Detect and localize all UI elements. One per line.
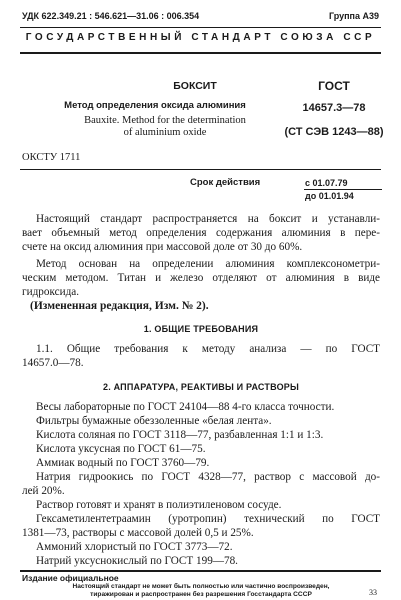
intro-p1-line-2: вает объемный метод определения содержания алюминия в пере- — [22, 227, 380, 239]
official-edition-label: Издание официальное — [22, 573, 119, 583]
section-2-line-5: Аммиак водный по ГОСТ 3760—79. — [36, 457, 210, 469]
section-2-line-4: Кислота уксусная по ГОСТ 61—75. — [36, 443, 206, 455]
english-title-line-2: of aluminium oxide — [123, 127, 207, 138]
validity-from: с 01.07.79 — [305, 178, 348, 188]
section-2-line-11: Аммоний хлористый по ГОСТ 3773—72. — [36, 541, 233, 553]
section-2-line-12: Натрий уксуснокислый по ГОСТ 199—78. — [36, 555, 238, 567]
edition-note: (Измененная редакция, Изм. № 2). — [30, 300, 209, 312]
english-title-line-1: Bauxite. Method for the determination — [84, 115, 246, 126]
gost-label: ГОСТ — [318, 79, 350, 93]
validity-divider — [304, 189, 382, 190]
section-1-line-2: 14657.0—78. — [22, 357, 84, 369]
section-2-line-9: Гексаметилентетраамин (уротропин) технический по ГОСТ — [36, 513, 380, 525]
section-2-line-6: Натрия гидроокись по ГОСТ 4328—77, раствор с массовой до- — [36, 471, 380, 483]
top-rule — [20, 27, 381, 28]
section-2-line-2: Фильтры бумажные обеззоленные «белая лента». — [36, 415, 272, 427]
st-sev-number: (СТ СЭВ 1243—88) — [284, 126, 384, 138]
intro-p2-line-1: Метод основан на определении алюминия комплексонометри- — [36, 258, 380, 270]
intro-p2-line-2: ческим методом. Титан и железо отделяют от алюминия в виде — [22, 272, 380, 284]
validity-to: до 01.01.94 — [305, 191, 354, 201]
title-rule — [20, 169, 381, 170]
intro-p2-line-3: гидроксида. — [22, 286, 80, 298]
okstu-code: ОКСТУ 1711 — [22, 152, 81, 163]
footer-rule — [20, 570, 381, 572]
page-number: 33 — [369, 588, 377, 597]
copyright-notice-line-1: Настоящий стандарт не может быть полностью или частично воспроизведен, — [72, 583, 330, 590]
section-2-line-1: Весы лабораторные по ГОСТ 24104—88 4-го класса точности. — [36, 401, 335, 413]
intro-p1-line-1: Настоящий стандарт распространяется на боксит и устанавли- — [36, 213, 380, 225]
udk-code: УДК 622.349.21 : 546.621—31.06 : 006.354 — [22, 11, 200, 21]
gost-number: 14657.3—78 — [302, 102, 366, 114]
copyright-notice-line-2: тиражирован и распространен без разрешения Госстандарта СССР — [90, 591, 312, 598]
section-2-line-7: лей 20%. — [22, 485, 65, 497]
document-subtitle: Метод определения оксида алюминия — [64, 100, 246, 111]
section-2-line-10: 1381—73, растворы с массовой долей 0,5 и 25%. — [22, 527, 254, 539]
document-title: БОКСИТ — [173, 80, 217, 92]
section-1-line-1: 1.1. Общие требования к методу анализа — по ГОСТ — [36, 343, 380, 355]
section-2-line-8: Раствор готовят и хранят в полиэтиленовом сосуде. — [36, 499, 282, 511]
section-2-line-3: Кислота соляная по ГОСТ 3118—77, разбавленная 1:1 и 1:3. — [36, 429, 324, 441]
section-2-heading: 2. АППАРАТУРА, РЕАКТИВЫ И РАСТВОРЫ — [102, 382, 299, 392]
section-1-heading: 1. ОБЩИЕ ТРЕБОВАНИЯ — [143, 324, 259, 334]
standard-banner: ГОСУДАРСТВЕННЫЙ СТАНДАРТ СОЮЗА ССР — [25, 32, 376, 43]
validity-label: Срок действия — [190, 177, 261, 188]
group-code: Группа А39 — [328, 11, 379, 21]
banner-rule — [20, 52, 381, 54]
intro-p1-line-3: счете на оксид алюминия при массовой доле от 30 до 60%. — [22, 241, 303, 253]
